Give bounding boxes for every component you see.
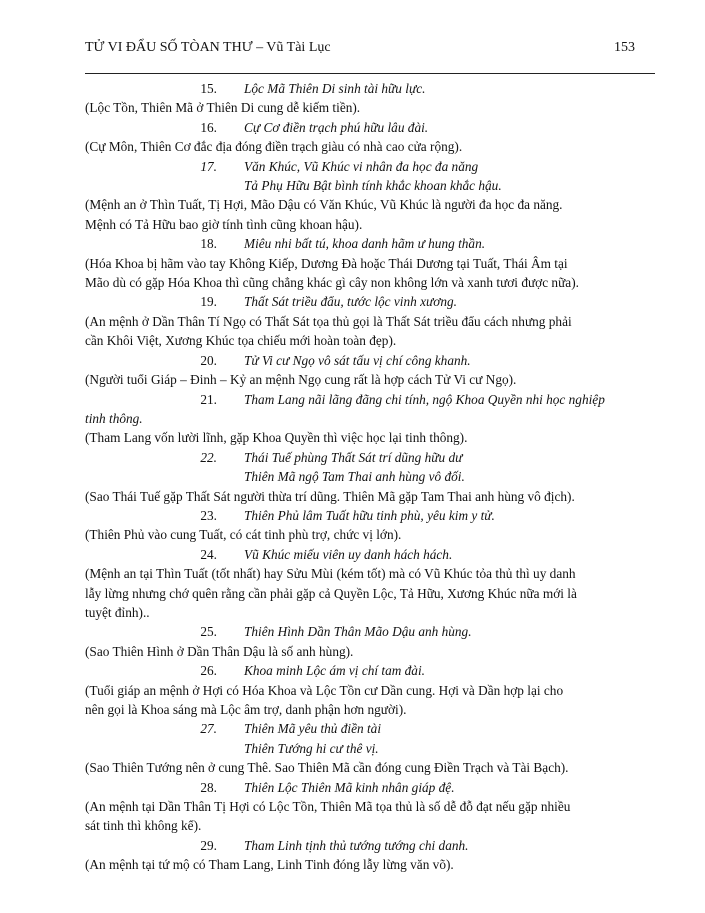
- verse-continuation: tinh thông.: [85, 410, 143, 426]
- commentary: (Mệnh an tại Thìn Tuất (tốt nhất) hay Sửu Mùi (kém tốt) mà có Vũ Khúc tỏa thủ thì uy danh lẫy lừng nhưng chớ quên rằng cần phải gặp cả Quyền Lộc, Tả Hữu, Xương Khúc nữa mới là tuyệt đỉnh)..: [85, 566, 577, 620]
- commentary: (Lộc Tồn, Thiên Mã ở Thiên Di cung dễ kiếm tiền).: [85, 100, 361, 116]
- verse-number: 17.: [200, 158, 217, 174]
- verse-text: Tham Lang nãi lãng đãng chi tính, ngộ Khoa Quyền nhi học nghiệp: [244, 391, 605, 407]
- verse-line: [85, 157, 645, 196]
- verse-number: 18.: [200, 236, 217, 252]
- verse-text: Thất Sát triều đẩu, tước lộc vinh xương.: [244, 294, 457, 310]
- verse-number: 22.: [200, 449, 217, 465]
- verse-text: Khoa minh Lộc ám vị chí tam đài.: [244, 663, 425, 679]
- verse-number: 29.: [200, 837, 217, 853]
- verse-line: [85, 506, 645, 525]
- verse-line: [85, 661, 645, 680]
- header-rule: [85, 73, 655, 74]
- verse-text: Thiên Lộc Thiên Mã kinh nhân giáp đệ.: [244, 779, 455, 795]
- page-header: [85, 40, 655, 60]
- verse-number: 21.: [200, 391, 217, 407]
- verse-number: 27.: [200, 721, 217, 737]
- commentary: (Mệnh an ở Thìn Tuất, Tị Hợi, Mão Dậu có Văn Khúc, Vũ Khúc là người đa học đa năng. Mệnh có Tả Hữu bao giờ tính tình cũng khoan hậu).: [85, 197, 563, 232]
- commentary: (Hóa Khoa bị hãm vào tay Không Kiếp, Dương Đà hoặc Thái Dương tại Tuất, Thái Âm tại Mão dù có gặp Hóa Khoa thì cũng chẳng khác gì cây non không lớn và xanh tươi được nữa).: [85, 255, 579, 291]
- verse-number: 28.: [200, 779, 217, 795]
- verse-number: 19.: [200, 294, 217, 310]
- verse-text: Vũ Khúc miếu viên uy danh hách hách.: [244, 546, 453, 562]
- commentary: (An mệnh tại Dần Thân Tị Hợi có Lộc Tồn, Thiên Mã tọa thủ là số dễ đỗ đạt nếu gặp nhiều sát tinh thì không kể).: [85, 799, 571, 834]
- verse-line: [85, 778, 645, 797]
- verse-number: 25.: [200, 624, 217, 640]
- verse-number: 15.: [200, 81, 217, 96]
- commentary: (Sao Thiên Tướng nên ở cung Thê. Sao Thiên Mã cần đóng cung Điền Trạch và Tài Bạch).: [85, 760, 569, 776]
- page-number: 153: [614, 40, 635, 55]
- verse-line: [85, 545, 645, 564]
- verse-line: [85, 390, 645, 409]
- verse-line: [85, 719, 645, 758]
- verse-text: Văn Khúc, Vũ Khúc vi nhân đa học đa năng Tả Phụ Hữu Bật bình tính khắc khoan khắc hậu.: [244, 158, 502, 194]
- verse-text: Miêu nhi bất tú, khoa danh hãm ư hung thần.: [244, 236, 486, 252]
- verse-text: Tử Vi cư Ngọ vô sát tấu vị chí công khanh.: [244, 352, 471, 368]
- verse-text: Thiên Phủ lâm Tuất hữu tinh phù, yêu kim y tử.: [244, 507, 495, 523]
- verse-line: [85, 351, 645, 370]
- verse-number: 24.: [200, 546, 217, 562]
- verse-number: 16.: [200, 119, 217, 135]
- verse-number: 26.: [200, 663, 217, 679]
- verse-line: [85, 836, 645, 855]
- commentary: (An mệnh ở Dần Thân Tí Ngọ có Thất Sát tọa thủ gọi là Thất Sát triều đẩu cách nhưng phải cần Khôi Việt, Xương Khúc tọa chiếu mới hoàn toàn đẹp).: [85, 313, 572, 349]
- verse-line: [85, 118, 645, 137]
- verse-text: Thái Tuế phùng Thất Sát trí dũng hữu dư Thiên Mã ngộ Tam Thai anh hùng vô đối.: [244, 449, 465, 485]
- commentary: (Tham Lang vốn lười lĩnh, gặp Khoa Quyền thì việc học lại tinh thông).: [85, 430, 468, 446]
- verse-text: Lộc Mã Thiên Di sinh tài hữu lực.: [244, 81, 426, 96]
- commentary: (Thiên Phủ vào cung Tuất, có cát tinh phù trợ, chức vị lớn).: [85, 527, 402, 543]
- verse-text: Cự Cơ điền trạch phú hữu lâu đài.: [244, 119, 429, 135]
- verse-line: [85, 622, 645, 641]
- verse-line: [85, 79, 645, 98]
- commentary: (Sao Thiên Hình ở Dần Thân Dậu là số anh hùng).: [85, 643, 354, 659]
- verse-text: Thiên Mã yêu thủ điền tài Thiên Tướng hi cư thê vị.: [244, 721, 382, 756]
- commentary: (Tuổi giáp an mệnh ở Hợi có Hóa Khoa và Lộc Tồn cư Dần cung. Hợi và Dần hợp lại cho nên gọi là Khoa sáng mà Lộc âm trợ, danh phận hơn người).: [85, 682, 564, 717]
- commentary: (An mệnh tại tứ mộ có Tham Lang, Linh Tinh đóng lẫy lừng văn võ).: [85, 857, 454, 873]
- verse-number: 20.: [200, 352, 217, 368]
- running-title: TỬ VI ĐẨU SỐ TÒAN THƯ – Vũ Tài Lục: [85, 40, 331, 55]
- verse-line: [85, 292, 645, 311]
- page-body: [85, 79, 645, 875]
- verse-number: 23.: [200, 507, 217, 523]
- verse-line: [85, 234, 645, 253]
- verse-text: Thiên Hình Dần Thân Mão Dậu anh hùng.: [244, 624, 472, 640]
- commentary: (Sao Thái Tuế gặp Thất Sát người thừa trí dũng. Thiên Mã gặp Tam Thai anh hùng vô địch).: [85, 488, 575, 504]
- verse-line: [85, 448, 645, 487]
- commentary: (Cự Môn, Thiên Cơ đắc địa đóng điền trạch giàu có nhà cao cửa rộng).: [85, 139, 463, 155]
- verse-text: Tham Linh tịnh thủ tướng tướng chi danh.: [244, 837, 469, 853]
- commentary: (Người tuổi Giáp – Đinh – Kỷ an mệnh Ngọ cung rất là hợp cách Tử Vi cư Ngọ).: [85, 372, 517, 388]
